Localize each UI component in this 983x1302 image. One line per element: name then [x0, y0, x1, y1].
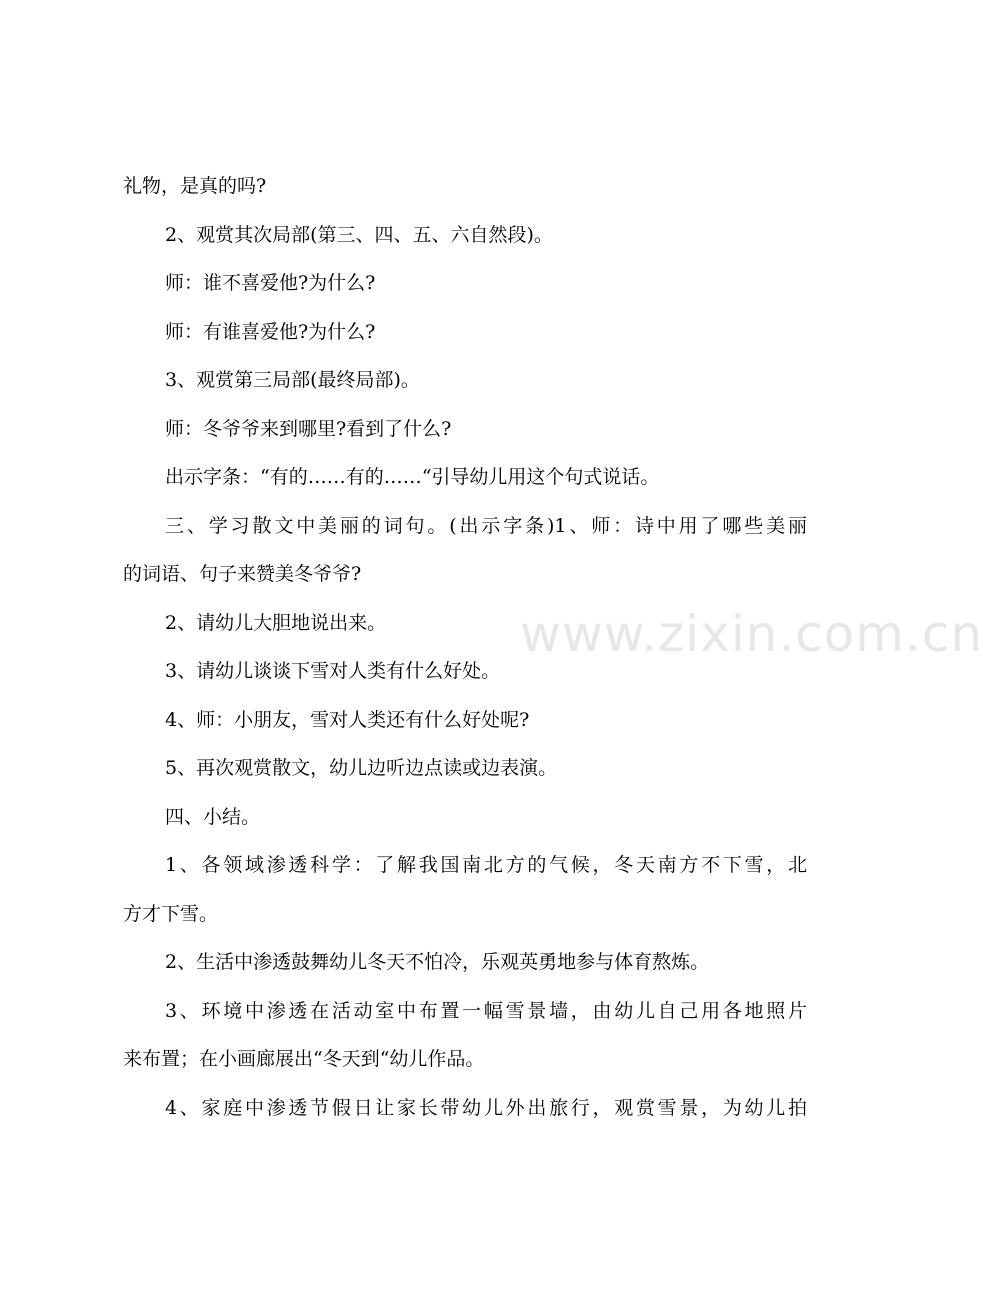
text-line: 三、学习散文中美丽的词句。(出示字条)1、师：诗中用了哪些美丽 [165, 514, 807, 537]
text-line: 2、观赏其次局部(第三、四、五、六自然段)。 [165, 223, 553, 246]
text-line: 5、再次观赏散文，幼儿边听边点读或边表演。 [165, 757, 558, 779]
text-line: 3、环境中渗透在活动室中布置一幅雪景墙，由幼儿自己用各地照片 [165, 999, 807, 1022]
watermark: www.zixin.com.cn [520, 605, 983, 663]
text-line: 方才下雪。 [123, 902, 219, 925]
text-line: 来布置；在小画廊展出“冬天到“幼儿作品。 [123, 1048, 485, 1070]
text-line: 2、请幼儿大胆地说出来。 [165, 611, 387, 634]
text-line: 四、小结。 [165, 805, 261, 828]
text-line: 3、请幼儿谈谈下雪对人类有什么好处。 [165, 660, 501, 682]
text-line: 礼物，是真的吗? [123, 175, 267, 197]
text-line: 3、观赏第三局部(最终局部)。 [165, 369, 420, 391]
text-line: 4、家庭中渗透节假日让家长带幼儿外出旅行，观赏雪景，为幼儿拍 [165, 1096, 807, 1119]
text-line: 4、师：小朋友，雪对人类还有什么好处呢? [165, 708, 530, 731]
text-line: 师：有谁喜爱他?为什么? [165, 320, 376, 343]
text-line: 1、各领域渗透科学：了解我国南北方的气候，冬天南方不下雪，北 [165, 854, 807, 876]
text-line: 的词语、句子来赞美冬爷爷? [123, 563, 362, 585]
text-line: 出示字条：“有的……有的……“引导幼儿用这个句式说话。 [165, 466, 660, 488]
text-line: 2、生活中渗透鼓舞幼儿冬天不怕冷，乐观英勇地参与体育熬炼。 [165, 951, 710, 973]
text-line: 师：冬爷爷来到哪里?看到了什么? [165, 417, 452, 440]
text-line: 师：谁不喜爱他?为什么? [165, 272, 376, 294]
